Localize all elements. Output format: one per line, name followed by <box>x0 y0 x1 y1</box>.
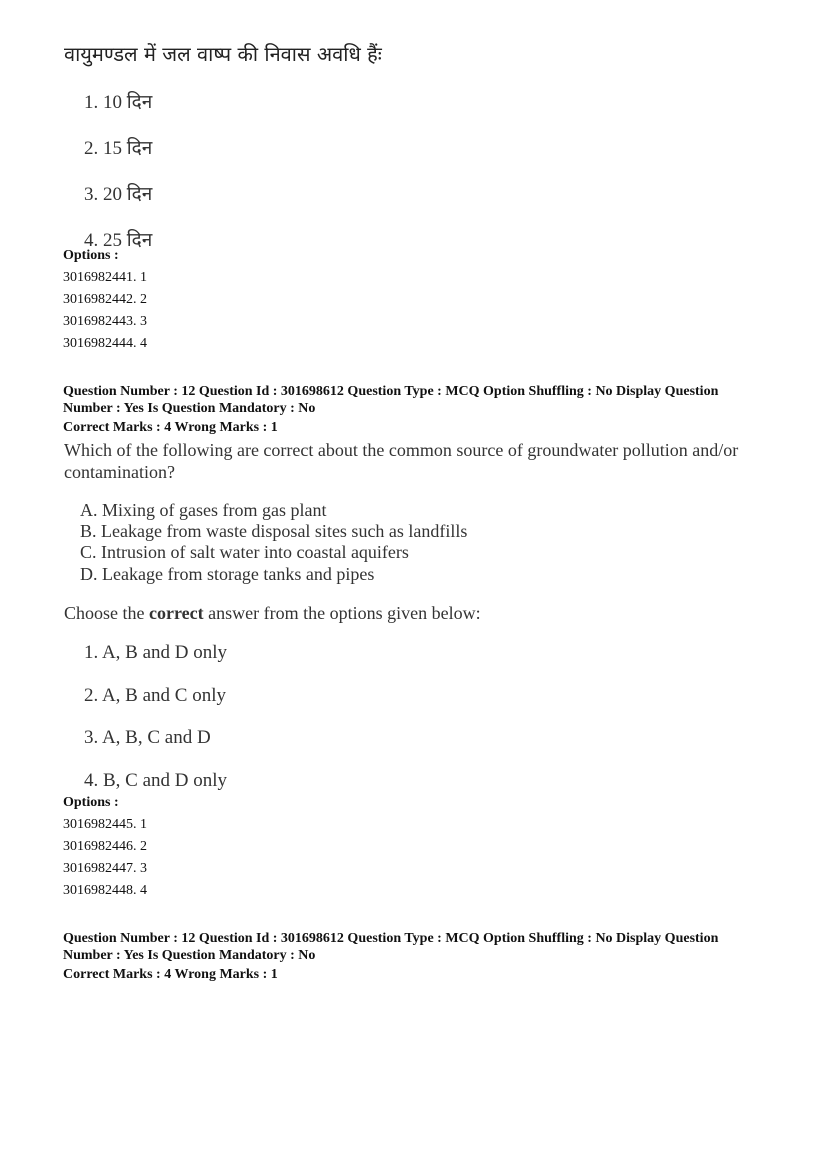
option-id-row: 3016982442. 2 <box>63 292 147 307</box>
marks-line: Correct Marks : 4 Wrong Marks : 1 <box>63 967 278 982</box>
option-id-row: 3016982441. 1 <box>63 270 147 285</box>
question-text: Which of the following are correct about the common source of groundwater pollution and/or contamination? <box>64 440 739 482</box>
choose-instruction: Choose the correct answer from the options given below: <box>64 603 481 623</box>
option-id-row: 3016982443. 3 <box>63 314 147 329</box>
statement-d: D. Leakage from storage tanks and pipes <box>80 564 375 584</box>
options-label: Options : <box>63 795 119 810</box>
answer-option-4: 4. B, C and D only <box>84 770 228 791</box>
marks-line: Correct Marks : 4 Wrong Marks : 1 <box>63 420 278 435</box>
option-id-row: 3016982447. 3 <box>63 861 147 876</box>
hindi-question-text: वायुमण्डल में जल वाष्प की निवास अवधि हैंः <box>64 42 382 66</box>
statement-a: A. Mixing of gases from gas plant <box>80 500 327 520</box>
hindi-option-2: 2. 15 दिन <box>84 137 153 159</box>
option-id-row: 3016982444. 4 <box>63 336 147 351</box>
answer-option-2: 2. A, B and C only <box>84 685 226 706</box>
option-id-row: 3016982446. 2 <box>63 839 147 854</box>
hindi-option-4: 4. 25 दिन <box>84 229 153 251</box>
question-meta: Question Number : 12 Question Id : 301698612 Question Type : MCQ Option Shuffling : No Display Question Number : Yes Is Question Mandatory : No <box>63 931 719 963</box>
options-label: Options : <box>63 248 119 263</box>
answer-option-1: 1. A, B and D only <box>84 642 228 663</box>
question-meta: Question Number : 12 Question Id : 301698612 Question Type : MCQ Option Shuffling : No Display Question Number : Yes Is Question Mandatory : No <box>63 384 719 416</box>
option-id-row: 3016982445. 1 <box>63 817 147 832</box>
answer-option-3: 3. A, B, C and D <box>84 727 211 748</box>
statement-b: B. Leakage from waste disposal sites such as landfills <box>80 521 468 541</box>
option-id-row: 3016982448. 4 <box>63 883 147 898</box>
statement-c: C. Intrusion of salt water into coastal aquifers <box>80 542 409 562</box>
hindi-option-3: 3. 20 दिन <box>84 183 153 205</box>
hindi-option-1: 1. 10 दिन <box>84 91 153 113</box>
